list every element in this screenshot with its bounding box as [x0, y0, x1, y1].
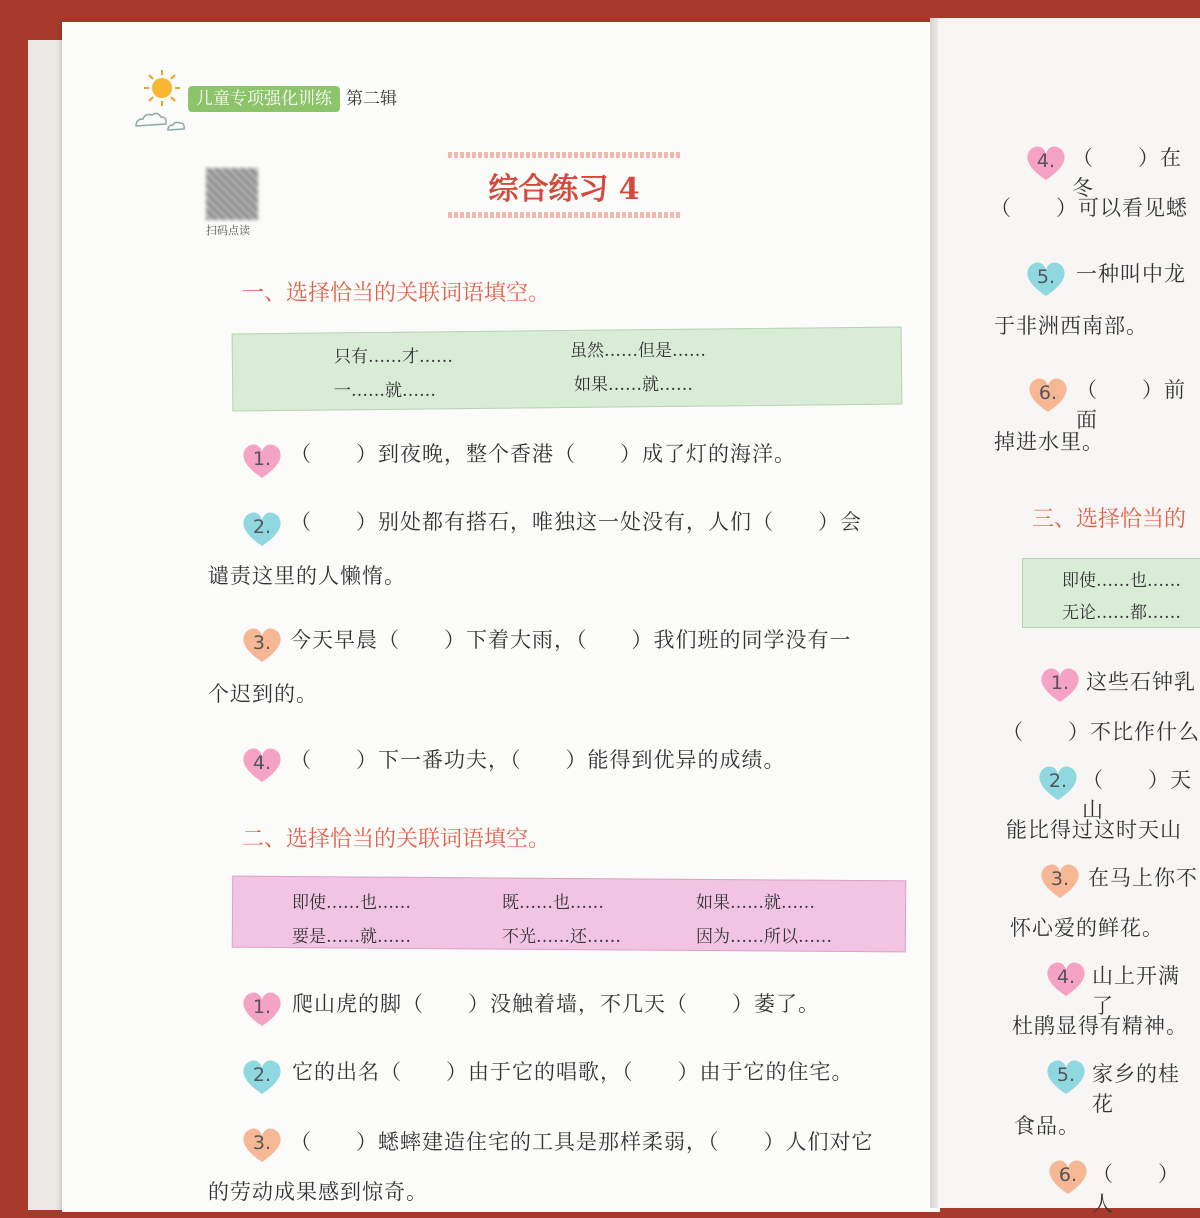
word-option: 即使……也……	[292, 893, 411, 913]
heart-number-icon: 1.	[240, 440, 284, 480]
word-option: 虽然……但是……	[570, 341, 706, 361]
word-option: 因为……所以……	[696, 927, 832, 947]
word-option: 即使……也……	[1062, 571, 1181, 591]
question-line: 在马上你不	[1088, 866, 1198, 890]
word-option: 既……也……	[502, 893, 604, 913]
heart-number-icon: 3.	[240, 1124, 284, 1164]
question-line: 掉进水里。	[994, 430, 1104, 454]
word-option: 如果……就……	[574, 375, 693, 395]
heart-number-icon: 1.	[1038, 664, 1082, 704]
question-line: （ ）在冬	[1072, 146, 1182, 200]
title-border-bottom	[448, 212, 680, 218]
heart-number-icon: 4.	[1024, 142, 1068, 182]
page-title: 综合练习 4	[488, 172, 640, 207]
question-line: （ ）下一番功夫，（ ）能得到优异的成绩。	[290, 748, 786, 772]
word-option: 只有……才……	[334, 347, 453, 367]
question-line: 山上开满了	[1092, 964, 1180, 1018]
heart-number-icon: 5.	[1024, 258, 1068, 298]
question-line: 这些石钟乳	[1086, 670, 1196, 694]
question-line: （ ）蟋蟀建造住宅的工具是那样柔弱，（ ）人们对它	[290, 1130, 874, 1154]
question-line: 的劳动成果感到惊奇。	[208, 1180, 428, 1204]
heart-number-icon: 3.	[240, 624, 284, 664]
heart-number-icon: 4.	[1044, 958, 1088, 998]
question-line: 食品。	[1014, 1114, 1080, 1138]
question-line: 个迟到的。	[208, 682, 318, 706]
heart-number-icon: 6.	[1046, 1156, 1090, 1196]
question-line: （ ）人	[1092, 1162, 1180, 1216]
question-line: 谴责这里的人懒惰。	[208, 564, 406, 588]
cloud-icon	[132, 108, 192, 132]
qr-label: 扫码点读	[206, 224, 250, 237]
heart-number-icon: 2.	[1036, 762, 1080, 802]
section-3-title: 三、选择恰当的	[1032, 507, 1187, 532]
heart-number-icon: 6.	[1026, 374, 1070, 414]
word-option: 如果……就……	[696, 893, 815, 913]
question-line: （ ）到夜晚，整个香港（ ）成了灯的海洋。	[290, 442, 796, 466]
heart-number-icon: 3.	[1038, 860, 1082, 900]
word-option: 无论……都……	[1062, 603, 1181, 623]
question-line: 杜鹃显得有精神。	[1012, 1014, 1188, 1038]
qr-code[interactable]	[206, 168, 258, 220]
heart-number-icon: 2.	[240, 508, 284, 548]
question-line: 家乡的桂花	[1092, 1062, 1180, 1116]
word-option: 一……就……	[334, 381, 436, 401]
question-line: 今天早晨（ ）下着大雨，（ ）我们班的同学没有一	[290, 628, 852, 652]
heart-number-icon: 5.	[1044, 1056, 1088, 1096]
question-line: （ ）天山	[1082, 768, 1192, 822]
heart-number-icon: 2.	[240, 1056, 284, 1096]
section-1-title: 一、选择恰当的关联词语填空。	[242, 281, 551, 306]
title-border-top	[448, 152, 680, 158]
question-line: 它的出名（ ）由于它的唱歌，（ ）由于它的住宅。	[292, 1060, 854, 1084]
section-1-word-box	[232, 326, 903, 411]
question-line: 怀心爱的鲜花。	[1010, 916, 1164, 940]
question-line: 爬山虎的脚（ ）没触着墙，不几天（ ）萎了。	[292, 992, 820, 1016]
question-line: （ ）前面	[1076, 378, 1186, 432]
series-badge: 儿童专项强化训练	[188, 86, 340, 112]
question-line: （ ）别处都有搭石，唯独这一处没有，人们（ ）会	[290, 510, 862, 534]
heart-number-icon: 1.	[240, 988, 284, 1028]
page-title-box	[448, 152, 680, 218]
series-volume: 第二辑	[346, 89, 397, 109]
question-line: 能比得过这时天山	[1006, 818, 1182, 842]
section-2-title: 二、选择恰当的关联词语填空。	[242, 827, 551, 852]
word-option: 不光……还……	[502, 927, 621, 947]
question-line: （ ）可以看见蟋	[990, 196, 1188, 220]
question-line: 一种叫中龙	[1076, 262, 1186, 286]
heart-number-icon: 4.	[240, 744, 284, 784]
question-line: （ ）不比作什么	[1002, 720, 1200, 744]
question-line: 于非洲西南部。	[994, 314, 1148, 338]
word-option: 要是……就……	[292, 927, 411, 947]
